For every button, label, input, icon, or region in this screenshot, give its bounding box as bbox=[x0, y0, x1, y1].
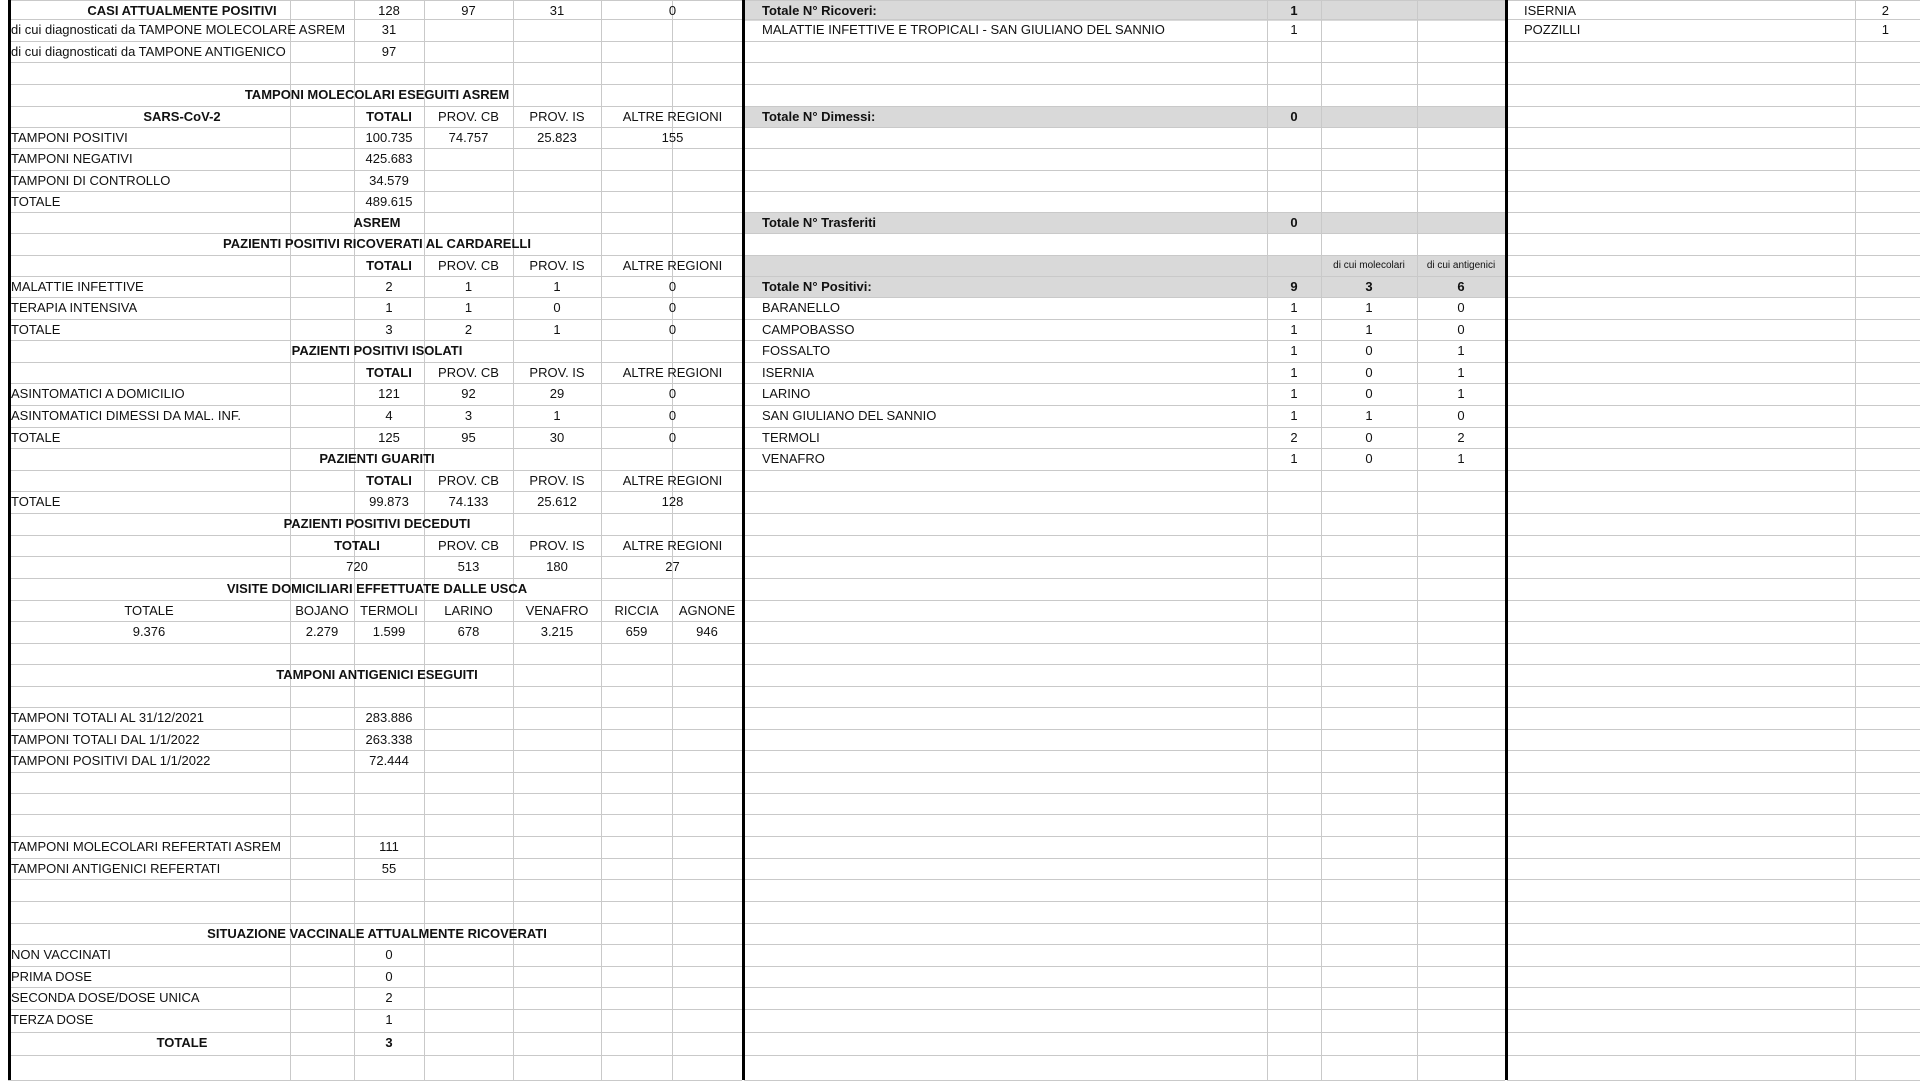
row-gridline bbox=[744, 966, 1505, 967]
usca-value: 1.599 bbox=[372, 624, 406, 639]
positivi-molecolari-value: 3 bbox=[1365, 279, 1373, 294]
row-gridline bbox=[1507, 987, 1920, 988]
table-row-antigenici: 1 bbox=[1457, 451, 1465, 466]
row-gridline bbox=[1507, 340, 1920, 341]
table-row-prov-cb: 1 bbox=[464, 279, 473, 294]
column-gridline bbox=[1417, 0, 1418, 1080]
table-row-antigenici: 0 bbox=[1457, 408, 1465, 423]
list-item-value: 2 bbox=[1881, 3, 1889, 18]
row-gridline bbox=[1507, 858, 1920, 859]
table-row-prov-is bbox=[513, 148, 601, 169]
row-gridline bbox=[1507, 1009, 1920, 1010]
usca-value: 3.215 bbox=[540, 624, 574, 639]
usca-value: 946 bbox=[696, 624, 718, 639]
list-item-label: ISERNIA bbox=[1524, 3, 1577, 18]
col-prov-cb: PROV. CB bbox=[438, 109, 499, 124]
guariti-title: PAZIENTI GUARITI bbox=[319, 451, 435, 466]
deceduti-col-altre: ALTRE REGIONI bbox=[622, 538, 723, 553]
row-gridline bbox=[1507, 600, 1920, 601]
table-row-altre-regioni: 0 bbox=[668, 279, 677, 294]
table-row-totali: 489.615 bbox=[365, 194, 413, 209]
usca-header: BOJANO bbox=[295, 603, 349, 618]
table-row-comune: CAMPOBASSO bbox=[762, 322, 855, 337]
table-row-label: TAMPONI POSITIVI bbox=[11, 130, 128, 145]
row-gridline bbox=[1507, 793, 1920, 794]
row-gridline bbox=[8, 879, 742, 880]
row-gridline bbox=[1507, 255, 1920, 256]
list-item-value: 111 bbox=[379, 839, 399, 854]
guariti-tot: 99.873 bbox=[369, 494, 409, 509]
table-row-comune: FOSSALTO bbox=[762, 343, 831, 358]
guariti-col-cb: PROV. CB bbox=[438, 473, 499, 488]
table-row-totali: 121 bbox=[378, 386, 400, 401]
list-item-value: 0 bbox=[385, 947, 393, 962]
list-item-value: 0 bbox=[385, 969, 393, 984]
table-row-totale: 1 bbox=[1290, 365, 1298, 380]
tamponi-molecolari-title: TAMPONI MOLECOLARI ESEGUITI ASREM bbox=[244, 87, 510, 102]
table-row-totale: 1 bbox=[1290, 386, 1298, 401]
table-row-molecolari: 1 bbox=[1365, 408, 1373, 423]
row-gridline bbox=[744, 84, 1505, 85]
table-row-antigenici: 2 bbox=[1457, 430, 1465, 445]
column-gridline bbox=[1267, 0, 1268, 1080]
table-row-antigenici: 0 bbox=[1457, 322, 1465, 337]
table-row-totale: 2 bbox=[1290, 430, 1298, 445]
row-gridline bbox=[744, 1009, 1505, 1010]
antigenici-title: TAMPONI ANTIGENICI ESEGUITI bbox=[276, 667, 478, 682]
list-item-value: 263.338 bbox=[365, 732, 413, 747]
table-row-prov-is: 29 bbox=[549, 386, 565, 401]
table-row-comune: ISERNIA bbox=[762, 365, 815, 380]
list-item-value: 1 bbox=[1290, 22, 1298, 37]
row-gridline bbox=[744, 814, 1505, 815]
column-gridline bbox=[1321, 0, 1322, 1080]
molecolare-value: 31 bbox=[381, 22, 397, 37]
list-item-label: TAMPONI POSITIVI DAL 1/1/2022 bbox=[11, 753, 211, 768]
row-gridline bbox=[1507, 814, 1920, 815]
row-gridline bbox=[1507, 879, 1920, 880]
positivi-total-value: 9 bbox=[1290, 279, 1298, 294]
list-item-value: 72.444 bbox=[369, 753, 409, 768]
table-row-prov-cb: 1 bbox=[464, 300, 473, 315]
table-row-antigenici: 1 bbox=[1457, 386, 1465, 401]
row-gridline bbox=[744, 686, 1505, 687]
table-row-totali: 3 bbox=[385, 322, 393, 337]
isolati-col-cb: PROV. CB bbox=[438, 365, 499, 380]
row-gridline bbox=[744, 1055, 1505, 1056]
table-row-altre-regioni: 0 bbox=[668, 408, 677, 423]
deceduti-altre: 27 bbox=[665, 559, 680, 574]
ricoveri-total-label: Totale N° Ricoveri: bbox=[762, 3, 877, 18]
row-gridline bbox=[1507, 556, 1920, 557]
row-gridline bbox=[1507, 106, 1920, 107]
col-di-cui-antigenici: di cui antigenici bbox=[1426, 260, 1496, 271]
row-gridline bbox=[1507, 62, 1920, 63]
table-row-prov-is bbox=[513, 191, 601, 212]
table-row-totale: 1 bbox=[1290, 451, 1298, 466]
table-row-prov-cb bbox=[424, 170, 513, 191]
row-gridline bbox=[744, 707, 1505, 708]
table-row-prov-is: 30 bbox=[549, 430, 565, 445]
usca-value: 2.279 bbox=[305, 624, 339, 639]
row-gridline bbox=[1507, 84, 1920, 85]
row-gridline bbox=[744, 750, 1505, 751]
isolati-title: PAZIENTI POSITIVI ISOLATI bbox=[291, 343, 463, 358]
table-row-antigenici: 1 bbox=[1457, 343, 1465, 358]
table-row-altre-regioni: 0 bbox=[668, 386, 677, 401]
row-gridline bbox=[744, 41, 1505, 42]
row-gridline bbox=[1507, 405, 1920, 406]
list-item-label: TAMPONI ANTIGENICI REFERTATI bbox=[11, 861, 221, 876]
table-row-altre-regioni bbox=[601, 148, 744, 169]
row-gridline bbox=[1507, 772, 1920, 773]
positivi-antigenici-value: 6 bbox=[1457, 279, 1465, 294]
row-gridline bbox=[744, 729, 1505, 730]
col-altre-regioni: ALTRE REGIONI bbox=[622, 109, 723, 124]
list-item-value: 1 bbox=[1881, 22, 1889, 37]
row-gridline bbox=[1507, 750, 1920, 751]
trasferiti-total-label: Totale N° Trasferiti bbox=[762, 215, 877, 230]
table-row-comune: VENAFRO bbox=[762, 451, 825, 466]
row-gridline bbox=[744, 858, 1505, 859]
casi-attuali-cb: 97 bbox=[461, 3, 476, 18]
table-row-totale: 1 bbox=[1290, 408, 1298, 423]
row-gridline bbox=[1507, 621, 1920, 622]
table-row-prov-is: 1 bbox=[553, 408, 561, 423]
row-gridline bbox=[744, 621, 1505, 622]
row-gridline bbox=[8, 772, 742, 773]
table-row-antigenici: 1 bbox=[1457, 365, 1465, 380]
usca-value: 678 bbox=[457, 624, 480, 639]
list-item-label: MALATTIE INFETTIVE E TROPICALI - SAN GIULIANO DEL SANNIO bbox=[762, 22, 1165, 37]
table-row-prov-cb: 92 bbox=[461, 386, 476, 401]
vaccinale-totale-label: TOTALE bbox=[156, 1035, 208, 1050]
table-row-prov-cb bbox=[424, 148, 513, 169]
deceduti-is: 180 bbox=[546, 559, 568, 574]
row-gridline bbox=[744, 191, 1505, 192]
guariti-col-is: PROV. IS bbox=[529, 473, 585, 488]
list-item-value: 1 bbox=[385, 1012, 393, 1027]
table-row-totali: 1 bbox=[385, 300, 393, 315]
table-row-totali: 425.683 bbox=[365, 151, 413, 166]
row-gridline bbox=[744, 901, 1505, 902]
row-gridline bbox=[1507, 319, 1920, 320]
table-row-molecolari: 1 bbox=[1365, 300, 1373, 315]
row-gridline bbox=[1507, 901, 1920, 902]
antigenico-label: di cui diagnosticati da TAMPONE ANTIGENICO bbox=[11, 44, 286, 59]
table-row-molecolari: 0 bbox=[1365, 365, 1373, 380]
row-gridline bbox=[744, 879, 1505, 880]
isolati-col-totali: TOTALI bbox=[366, 365, 412, 380]
table-row-totali: 2 bbox=[385, 279, 393, 294]
molecolare-label: di cui diagnosticati da TAMPONE MOLECOLARE ASREM bbox=[11, 22, 346, 37]
col-prov-is: PROV. IS bbox=[529, 109, 585, 124]
table-row-prov-is: 1 bbox=[553, 322, 561, 337]
row-gridline bbox=[8, 62, 742, 63]
column-gridline bbox=[1855, 0, 1856, 1080]
dimessi-total-label: Totale N° Dimessi: bbox=[762, 109, 876, 124]
table-row-altre-regioni: 0 bbox=[668, 300, 677, 315]
row-gridline bbox=[744, 664, 1505, 665]
row-gridline bbox=[1507, 535, 1920, 536]
list-item-label: TAMPONI TOTALI DAL 1/1/2022 bbox=[11, 732, 200, 747]
row-gridline bbox=[1507, 470, 1920, 471]
table-row-label: MALATTIE INFETTIVE bbox=[11, 279, 144, 294]
usca-header: LARINO bbox=[444, 603, 493, 618]
ricoverati-col-totali: TOTALI bbox=[366, 258, 412, 273]
usca-header: AGNONE bbox=[678, 603, 736, 618]
row-gridline bbox=[1507, 643, 1920, 644]
table-row-comune: BARANELLO bbox=[762, 300, 841, 315]
table-row-label: ASINTOMATICI A DOMICILIO bbox=[11, 386, 185, 401]
row-gridline bbox=[1507, 686, 1920, 687]
guariti-totale-label: TOTALE bbox=[11, 494, 61, 509]
row-gridline bbox=[1507, 191, 1920, 192]
antigenico-value: 97 bbox=[381, 44, 397, 59]
ricoveri-total-value: 1 bbox=[1290, 3, 1298, 18]
row-gridline bbox=[1507, 729, 1920, 730]
table-row-altre-regioni: 0 bbox=[668, 322, 677, 337]
table-row-antigenici: 0 bbox=[1457, 300, 1465, 315]
row-gridline bbox=[744, 923, 1505, 924]
ricoverati-col-is: PROV. IS bbox=[529, 258, 585, 273]
deceduti-col-cb: PROV. CB bbox=[438, 538, 499, 553]
row-gridline bbox=[1507, 578, 1920, 579]
list-item-label: SECONDA DOSE/DOSE UNICA bbox=[11, 990, 200, 1005]
panel-separator bbox=[1505, 0, 1508, 1080]
table-row-prov-is: 25.823 bbox=[537, 130, 577, 145]
isolati-col-is: PROV. IS bbox=[529, 365, 585, 380]
row-gridline bbox=[1507, 707, 1920, 708]
row-gridline bbox=[1507, 966, 1920, 967]
row-gridline bbox=[1507, 276, 1920, 277]
vaccinale-totale-value: 3 bbox=[385, 1035, 393, 1050]
table-row-comune: LARINO bbox=[762, 386, 811, 401]
ricoverati-title: PAZIENTI POSITIVI RICOVERATI AL CARDARELLI bbox=[223, 236, 531, 251]
row-gridline bbox=[744, 772, 1505, 773]
usca-header: TERMOLI bbox=[360, 603, 418, 618]
row-gridline bbox=[1507, 170, 1920, 171]
row-gridline bbox=[1507, 427, 1920, 428]
table-row-label: TOTALE bbox=[11, 322, 61, 337]
row-gridline bbox=[1507, 127, 1920, 128]
row-gridline bbox=[8, 643, 742, 644]
row-gridline bbox=[744, 470, 1505, 471]
row-gridline bbox=[1507, 233, 1920, 234]
list-item-value: 2 bbox=[385, 990, 393, 1005]
deceduti-col-is: PROV. IS bbox=[529, 538, 585, 553]
list-item-label: POZZILLI bbox=[1524, 22, 1581, 37]
casi-attuali-totali: 128 bbox=[378, 3, 400, 18]
ricoverati-col-altre: ALTRE REGIONI bbox=[622, 258, 723, 273]
usca-header: RICCIA bbox=[614, 603, 659, 618]
table-row-label: TERAPIA INTENSIVA bbox=[11, 300, 138, 315]
table-row-totali: 100.735 bbox=[365, 130, 413, 145]
usca-value: 9.376 bbox=[132, 624, 166, 639]
guariti-col-totali: TOTALI bbox=[366, 473, 412, 488]
row-gridline bbox=[1507, 513, 1920, 514]
deceduti-col-totali: TOTALI bbox=[334, 538, 380, 553]
row-gridline bbox=[744, 535, 1505, 536]
list-item-value: 55 bbox=[381, 861, 397, 876]
table-row-comune: SAN GIULIANO DEL SANNIO bbox=[762, 408, 937, 423]
col-totali: TOTALI bbox=[366, 109, 412, 124]
row-gridline bbox=[1507, 923, 1920, 924]
table-row-label: TOTALE bbox=[11, 194, 61, 209]
table-row-totali: 34.579 bbox=[369, 173, 409, 188]
row-gridline bbox=[744, 62, 1505, 63]
table-row-altre-regioni: 0 bbox=[668, 430, 677, 445]
row-gridline bbox=[1507, 448, 1920, 449]
row-gridline bbox=[744, 600, 1505, 601]
table-row-label: TAMPONI NEGATIVI bbox=[11, 151, 133, 166]
ricoverati-col-cb: PROV. CB bbox=[438, 258, 499, 273]
usca-title: VISITE DOMICILIARI EFFETTUATE DALLE USCA bbox=[226, 581, 528, 596]
row-gridline bbox=[1507, 836, 1920, 837]
row-gridline bbox=[1507, 297, 1920, 298]
row-gridline bbox=[8, 814, 742, 815]
dimessi-total-value: 0 bbox=[1290, 109, 1298, 124]
usca-value: 659 bbox=[625, 624, 648, 639]
list-item-label: PRIMA DOSE bbox=[11, 969, 92, 984]
table-row-prov-cb: 95 bbox=[461, 430, 476, 445]
table-row-totale: 1 bbox=[1290, 343, 1298, 358]
row-gridline bbox=[1507, 944, 1920, 945]
list-item-label: NON VACCINATI bbox=[11, 947, 111, 962]
table-row-prov-is: 1 bbox=[553, 279, 561, 294]
col-di-cui-molecolari: di cui molecolari bbox=[1333, 260, 1405, 271]
table-row-prov-cb bbox=[424, 191, 513, 212]
deceduti-cb: 513 bbox=[457, 559, 480, 574]
list-item-label: TERZA DOSE bbox=[11, 1012, 94, 1027]
guariti-altre: 128 bbox=[661, 494, 684, 509]
row-gridline bbox=[744, 793, 1505, 794]
table-row-prov-cb: 2 bbox=[464, 322, 473, 337]
row-gridline bbox=[744, 987, 1505, 988]
table-row-molecolari: 1 bbox=[1365, 322, 1373, 337]
usca-header: VENAFRO bbox=[525, 603, 589, 618]
table-row-prov-cb: 3 bbox=[464, 408, 473, 423]
row-gridline bbox=[744, 491, 1505, 492]
usca-header: TOTALE bbox=[124, 603, 174, 618]
row-gridline bbox=[744, 944, 1505, 945]
table-row-totale: 1 bbox=[1290, 300, 1298, 315]
table-row-prov-cb: 74.757 bbox=[448, 130, 489, 145]
row-gridline bbox=[1507, 148, 1920, 149]
trasferiti-total-value: 0 bbox=[1290, 215, 1298, 230]
row-gridline bbox=[744, 578, 1505, 579]
table-row-altre-regioni bbox=[601, 191, 744, 212]
table-row-totale: 1 bbox=[1290, 322, 1298, 337]
row-gridline bbox=[8, 793, 742, 794]
row-gridline bbox=[744, 556, 1505, 557]
table-row-label: TOTALE bbox=[11, 430, 61, 445]
row-gridline bbox=[744, 127, 1505, 128]
row-gridline bbox=[1507, 1055, 1920, 1056]
vaccinale-title: SITUAZIONE VACCINALE ATTUALMENTE RICOVERATI bbox=[207, 926, 547, 941]
row-gridline bbox=[1507, 491, 1920, 492]
row-gridline bbox=[8, 1055, 742, 1056]
list-item-label: TAMPONI MOLECOLARI REFERTATI ASREM bbox=[11, 839, 281, 854]
row-gridline bbox=[8, 686, 742, 687]
positivi-total-label: Totale N° Positivi: bbox=[762, 279, 872, 294]
row-gridline bbox=[1507, 664, 1920, 665]
row-gridline bbox=[744, 836, 1505, 837]
list-item-value: 283.886 bbox=[365, 710, 413, 725]
list-item-label: TAMPONI TOTALI AL 31/12/2021 bbox=[11, 710, 204, 725]
table-row-totali: 4 bbox=[385, 408, 393, 423]
table-row-label: ASINTOMATICI DIMESSI DA MAL. INF. bbox=[11, 408, 241, 423]
row-gridline bbox=[1507, 1032, 1920, 1033]
table-row-totali: 125 bbox=[378, 430, 400, 445]
row-gridline bbox=[1507, 383, 1920, 384]
row-gridline bbox=[744, 148, 1505, 149]
guariti-cb: 74.133 bbox=[448, 494, 489, 509]
casi-attuali-is: 31 bbox=[549, 3, 565, 18]
casi-attuali-altre: 0 bbox=[668, 3, 677, 18]
table-row-altre-regioni bbox=[601, 170, 744, 191]
table-row-molecolari: 0 bbox=[1365, 343, 1373, 358]
guariti-col-altre: ALTRE REGIONI bbox=[622, 473, 723, 488]
asrem-label: ASREM bbox=[353, 215, 401, 230]
deceduti-title: PAZIENTI POSITIVI DECEDUTI bbox=[283, 516, 471, 531]
deceduti-tot: 720 bbox=[346, 559, 368, 574]
casi-attuali-title: CASI ATTUALMENTE POSITIVI bbox=[87, 3, 277, 18]
isolati-col-altre: ALTRE REGIONI bbox=[622, 365, 723, 380]
table-row-label: TAMPONI DI CONTROLLO bbox=[11, 173, 171, 188]
row-gridline bbox=[8, 901, 742, 902]
row-gridline bbox=[744, 1032, 1505, 1033]
table-row-prov-is bbox=[513, 170, 601, 191]
table-row-altre-regioni: 155 bbox=[661, 130, 684, 145]
guariti-is: 25.612 bbox=[537, 494, 577, 509]
row-gridline bbox=[744, 643, 1505, 644]
row-gridline bbox=[744, 170, 1505, 171]
sars-cov2-label: SARS-CoV-2 bbox=[143, 109, 221, 124]
table-row-prov-is: 0 bbox=[553, 300, 561, 315]
table-row-molecolari: 0 bbox=[1365, 451, 1373, 466]
row-gridline bbox=[744, 513, 1505, 514]
row-gridline bbox=[744, 233, 1505, 234]
row-gridline bbox=[1507, 41, 1920, 42]
row-gridline bbox=[1507, 362, 1920, 363]
row-gridline bbox=[1507, 212, 1920, 213]
table-row-molecolari: 0 bbox=[1365, 386, 1373, 401]
table-row-molecolari: 0 bbox=[1365, 430, 1373, 445]
table-row-comune: TERMOLI bbox=[762, 430, 820, 445]
